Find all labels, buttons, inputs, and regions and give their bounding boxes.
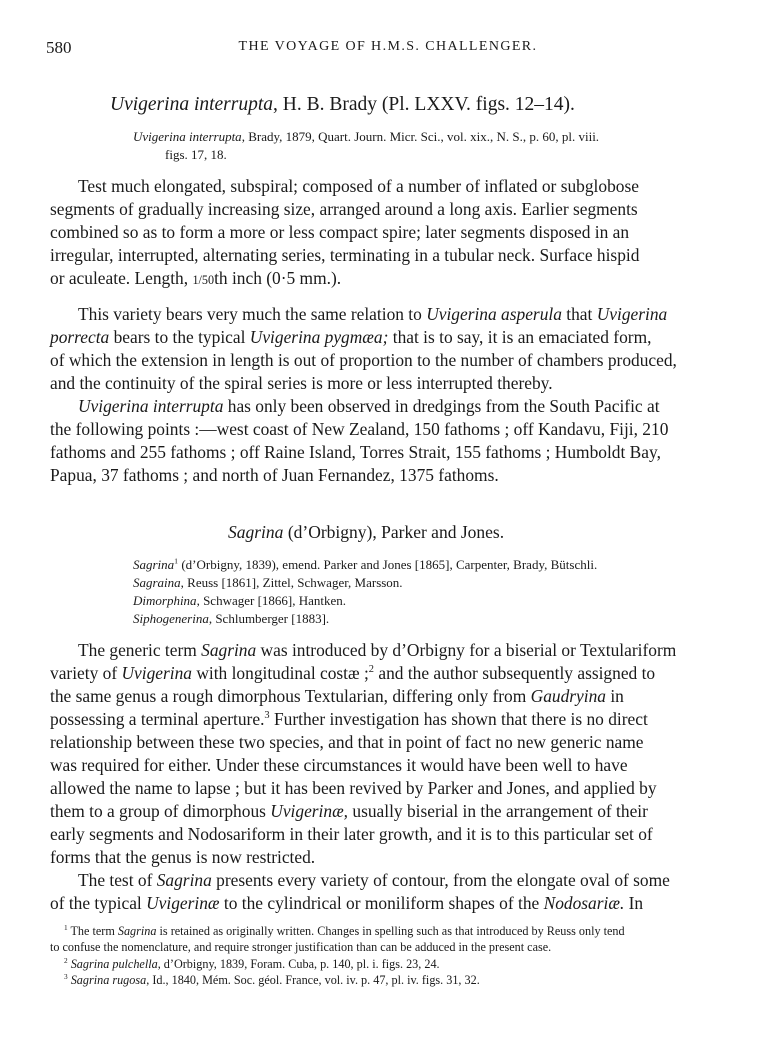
text: of the typical bbox=[50, 893, 147, 913]
synonym-line bbox=[133, 558, 597, 571]
text: usually biserial in the arrangement of their bbox=[348, 801, 648, 821]
taxon-name: Uvigerina bbox=[596, 304, 668, 324]
description-line: irregular, interrupted, alternating series, terminating in a tubular neck. Surface hispid bbox=[50, 245, 640, 265]
text: was introduced by d’Orbigny for a biserial or Textulariform bbox=[256, 640, 677, 660]
text: possessing a terminal aperture. bbox=[50, 709, 265, 729]
taxon-name: Uvigerina bbox=[121, 663, 192, 683]
text: the same genus a rough dimorphous Textularian, differing only from bbox=[50, 686, 531, 706]
text: , Id., 1840, Mém. Soc. géol. France, vol. iv. p. 47, pl. iv. figs. 31, 32. bbox=[146, 973, 480, 987]
text: The term bbox=[67, 924, 118, 938]
taxon-name: Sagrina rugosa bbox=[70, 973, 147, 987]
paragraph-line: fathoms and 255 fathoms ; off Raine Island, Torres Strait, 155 fathoms ; Humboldt Bay, bbox=[50, 442, 661, 462]
paragraph-line bbox=[78, 306, 667, 323]
description-line bbox=[50, 270, 341, 287]
description-text: or aculeate. Length, bbox=[50, 268, 189, 288]
description-line: segments of gradually increasing size, arranged around a long axis. Earlier segments bbox=[50, 199, 638, 219]
paragraph-line: and the continuity of the spiral series is more or less interrupted thereby. bbox=[50, 373, 553, 393]
footnote-number: 3 bbox=[64, 971, 68, 981]
footnote-marker: 3 bbox=[264, 710, 270, 722]
text: bears to the typical bbox=[109, 327, 250, 347]
taxon-name: Uvigerinæ, bbox=[270, 801, 349, 821]
description-line: combined so as to form a more or less compact spire; later segments disposed in an bbox=[50, 222, 630, 242]
text: that is to say, it is an emaciated form, bbox=[388, 327, 652, 347]
synonym-name: Dimorphina bbox=[133, 593, 197, 608]
page-header bbox=[46, 38, 730, 60]
footnote-cont: to confuse the nomenclature, and require stronger justification than can be adduced in the present case. bbox=[50, 940, 552, 954]
species-heading bbox=[110, 95, 575, 115]
genus-heading bbox=[228, 524, 504, 542]
page-number: 580 bbox=[46, 38, 72, 57]
synonym-citation: , Schlumberger [1883]. bbox=[208, 611, 330, 626]
text: with longitudinal costæ ; bbox=[191, 663, 369, 683]
synonym-citation: , Reuss [1861], Zittel, Schwager, Marsson. bbox=[180, 575, 403, 590]
text: This variety bears very much the same relation to bbox=[78, 304, 427, 324]
fraction: 1/50 bbox=[192, 273, 215, 287]
taxon-name: Sagrina bbox=[201, 640, 257, 660]
running-title: THE VOYAGE OF H.M.S. CHALLENGER. bbox=[238, 39, 538, 54]
taxon-name: porrecta bbox=[50, 327, 110, 347]
paragraph-line: of which the extension in length is out of proportion to the number of chambers produced, bbox=[50, 350, 677, 370]
paragraph-line: was required for either. Under these circumstances it would have been well to have bbox=[50, 755, 628, 775]
paragraph-line bbox=[50, 895, 643, 912]
text: variety of bbox=[50, 663, 122, 683]
paragraph-line bbox=[50, 665, 655, 682]
taxon-name: Uvigerina pygmæa; bbox=[249, 327, 389, 347]
footnote bbox=[64, 955, 440, 971]
taxon-name: Uvigerina asperula bbox=[426, 304, 562, 324]
text: In bbox=[624, 893, 644, 913]
taxon-name: Uvigerinæ bbox=[146, 893, 220, 913]
paragraph-line bbox=[50, 803, 648, 820]
species-reference-cont: figs. 17, 18. bbox=[165, 147, 227, 162]
text: presents every variety of contour, from the elongate oval of some bbox=[211, 870, 670, 890]
taxon-name: Gaudryina bbox=[530, 686, 606, 706]
description-text: th inch (0·5 mm.). bbox=[214, 268, 342, 288]
taxon-name: Nodosariæ. bbox=[543, 893, 625, 913]
footnote-marker: 2 bbox=[368, 664, 375, 676]
taxon-name: Sagrina bbox=[156, 870, 212, 890]
paragraph-line bbox=[50, 711, 648, 728]
taxon-name: Sagrina pulchella bbox=[70, 957, 158, 971]
synonym-name: Sagraina bbox=[133, 575, 181, 590]
species-name: Uvigerina interrupta bbox=[110, 94, 274, 115]
text: that bbox=[561, 304, 597, 324]
text: is retained as originally written. Changes in spelling such as that introduced by Reuss only tend bbox=[156, 924, 625, 938]
text: to the cylindrical or moniliform shapes of the bbox=[219, 893, 544, 913]
species-reference bbox=[133, 130, 599, 143]
taxon-name: Sagrina bbox=[117, 924, 157, 938]
genus-authority: (d’Orbigny), Parker and Jones. bbox=[283, 522, 505, 542]
paragraph-line: allowed the name to lapse ; but it has been revived by Parker and Jones, and applied by bbox=[50, 778, 657, 798]
synonym-citation: (d’Orbigny, 1839), emend. Parker and Jones [1865], Carpenter, Brady, Bütschli. bbox=[178, 557, 598, 572]
synonym-line bbox=[133, 612, 329, 625]
text: , d’Orbigny, 1839, Foram. Cuba, p. 140, pl. i. figs. 23, 24. bbox=[157, 957, 440, 971]
paragraph-line: relationship between these two species, and that in point of fact no new generic name bbox=[50, 732, 644, 752]
text: Further investigation has shown that there is no direct bbox=[269, 709, 648, 729]
reference-citation: , Brady, 1879, Quart. Journ. Micr. Sci., vol. xix., N. S., p. 60, pl. viii. bbox=[241, 129, 600, 144]
text: The generic term bbox=[78, 640, 202, 660]
footnote-marker: 1 bbox=[174, 556, 179, 566]
text: The test of bbox=[78, 870, 157, 890]
text: and the author subsequently assigned to bbox=[374, 663, 656, 683]
paragraph-line bbox=[78, 642, 676, 659]
taxon-name: Uvigerina interrupta bbox=[78, 396, 224, 416]
text: them to a group of dimorphous bbox=[50, 801, 271, 821]
reference-name: Uvigerina interrupta bbox=[133, 129, 242, 144]
genus-name: Sagrina bbox=[228, 522, 284, 542]
synonym-name: Sagrina bbox=[133, 557, 175, 572]
text: has only been observed in dredgings from the South Pacific at bbox=[223, 396, 660, 416]
paragraph-line: forms that the genus is now restricted. bbox=[50, 847, 316, 867]
footnote bbox=[64, 971, 480, 987]
text: in bbox=[606, 686, 624, 706]
synonym-name: Siphogenerina bbox=[133, 611, 209, 626]
paragraph-line bbox=[50, 688, 624, 705]
paragraph-line: the following points :—west coast of New Zealand, 150 fathoms ; off Kandavu, Fiji, 210 bbox=[50, 419, 669, 439]
synonym-citation: , Schwager [1866], Hantken. bbox=[196, 593, 347, 608]
paragraph-line bbox=[78, 398, 660, 415]
paragraph-line: early segments and Nodosariform in their later growth, and it is to this particular set of bbox=[50, 824, 653, 844]
footnote-number: 1 bbox=[64, 922, 68, 932]
footnote bbox=[64, 922, 625, 938]
synonym-line bbox=[133, 576, 403, 589]
species-authority: , H. B. Brady (Pl. LXXV. figs. 12–14). bbox=[273, 94, 575, 115]
paragraph-line bbox=[78, 872, 670, 889]
footnote-number: 2 bbox=[64, 955, 68, 965]
synonym-line bbox=[133, 594, 346, 607]
paragraph-line: Papua, 37 fathoms ; and north of Juan Fernandez, 1375 fathoms. bbox=[50, 465, 499, 485]
paragraph-line bbox=[50, 329, 651, 346]
description-line: Test much elongated, subspiral; composed of a number of inflated or subglobose bbox=[78, 176, 639, 196]
